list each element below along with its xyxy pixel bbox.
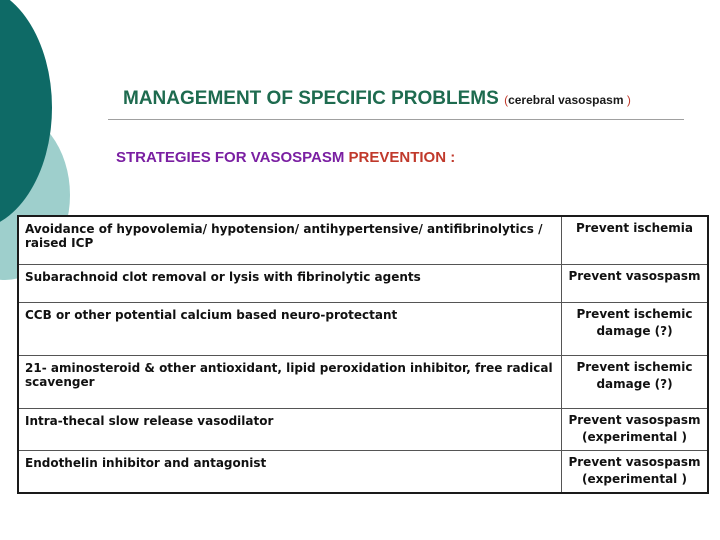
outcome-cell: Prevent ischemia <box>562 216 709 264</box>
table-row <box>18 450 708 493</box>
subtitle-highlight: PREVENTION : <box>348 149 456 166</box>
table-row <box>18 408 708 450</box>
slide-title-paren <box>504 93 631 107</box>
strategy-cell: 21- aminosteroid & other antioxidant, lipid peroxidation inhibitor, free radical scavenger <box>18 355 562 408</box>
table-row <box>18 355 708 408</box>
table-row <box>18 264 708 302</box>
slide-title-paren-close: ) <box>623 93 631 107</box>
outcome-cell: Prevent ischemic damage (?) <box>562 302 709 355</box>
outcome-cell: Prevent vasospasm (experimental ) <box>562 408 709 450</box>
table-row <box>18 216 708 264</box>
strategy-cell: Subarachnoid clot removal or lysis with fibrinolytic agents <box>18 264 562 302</box>
outcome-cell: Prevent vasospasm (experimental ) <box>562 450 709 493</box>
slide-title-paren-open: ( <box>504 93 509 107</box>
title-divider <box>108 119 684 120</box>
slide-title <box>123 86 631 113</box>
slide-title-main: MANAGEMENT OF SPECIFIC PROBLEMS <box>123 88 499 109</box>
strategy-cell: CCB or other potential calcium based neuro-protectant <box>18 302 562 355</box>
subtitle-main: STRATEGIES FOR VASOSPASM <box>116 149 345 166</box>
outcome-cell: Prevent ischemic damage (?) <box>562 355 709 408</box>
slide-subtitle <box>116 148 455 168</box>
strategy-cell: Endothelin inhibitor and antagonist <box>18 450 562 493</box>
table-row <box>18 302 708 355</box>
strategy-cell: Avoidance of hypovolemia/ hypotension/ antihypertensive/ antifibrinolytics / raised ICP <box>18 216 562 264</box>
strategies-table <box>17 215 709 494</box>
outcome-cell: Prevent vasospasm <box>562 264 709 302</box>
slide-title-sub: cerebral vasospasm <box>508 93 624 107</box>
strategy-cell: Intra-thecal slow release vasodilator <box>18 408 562 450</box>
